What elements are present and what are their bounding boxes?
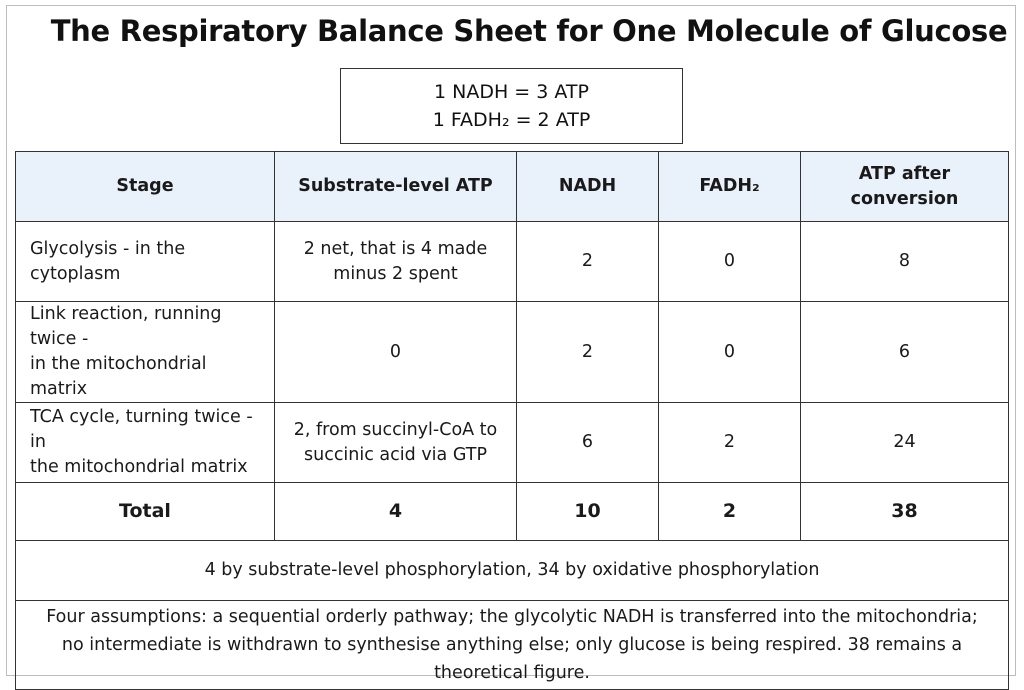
substrate-cell <box>275 302 517 403</box>
total-substrate: 4 <box>275 483 517 541</box>
assumptions-line: no intermediate is withdrawn to synthesise anything else; only glucose is being respired. 38 remains a theoretical figure. <box>61 635 963 683</box>
header-nadh: NADH <box>517 152 659 222</box>
stage-cell <box>16 302 275 403</box>
nadh-cell: 2 <box>517 222 659 302</box>
fadh2-cell: 0 <box>659 222 801 302</box>
stage-cell <box>16 403 275 483</box>
stage-line: the mitochondrial matrix <box>30 457 248 477</box>
stage-line: in the mitochondrial matrix <box>30 354 207 399</box>
total-nadh: 10 <box>517 483 659 541</box>
table-row-link-reaction <box>16 302 1009 403</box>
atp-cell: 8 <box>801 222 1009 302</box>
stage-cell <box>16 222 275 302</box>
substrate-cell <box>275 403 517 483</box>
fadh2-cell: 2 <box>659 403 801 483</box>
atp-cell: 24 <box>801 403 1009 483</box>
nadh-conversion: 1 NADH = 3 ATP <box>434 81 589 103</box>
nadh-cell: 2 <box>517 302 659 403</box>
stage-line: TCA cycle, turning twice - in <box>30 407 253 452</box>
total-fadh2: 2 <box>659 483 801 541</box>
header-fadh2: FADH₂ <box>659 152 801 222</box>
total-label: Total <box>16 483 275 541</box>
table-row-total <box>16 483 1009 541</box>
fadh2-conversion: 1 FADH₂ = 2 ATP <box>432 109 591 131</box>
substrate-line: 0 <box>389 341 402 362</box>
assumptions-row <box>16 601 1009 690</box>
fadh2-cell: 0 <box>659 302 801 403</box>
stage-line: Link reaction, running twice - <box>30 304 222 349</box>
balance-table <box>15 151 1009 690</box>
assumptions-note <box>16 601 1009 690</box>
substrate-line: 2 net, that is 4 made <box>303 238 488 259</box>
header-substrate-atp: Substrate-level ATP <box>275 152 517 222</box>
nadh-cell: 6 <box>517 403 659 483</box>
assumptions-line: Four assumptions: a sequential orderly pathway; the glycolytic NADH is transferred into the mitochondria; <box>46 607 978 627</box>
header-atp-after-conversion: ATP after conversion <box>801 152 1009 222</box>
atp-cell: 6 <box>801 302 1009 403</box>
header-stage: Stage <box>16 152 275 222</box>
conversion-box <box>340 68 683 144</box>
stage-line: Glycolysis - in the cytoplasm <box>30 238 186 284</box>
summary-text: 4 by substrate-level phosphorylation, 34 by oxidative phosphorylation <box>16 541 1009 601</box>
table-row-tca-cycle <box>16 403 1009 483</box>
total-atp: 38 <box>801 483 1009 541</box>
header-row <box>16 152 1009 222</box>
substrate-cell <box>275 222 517 302</box>
substrate-line: 2, from succinyl-CoA to <box>293 419 498 440</box>
substrate-line: minus 2 spent <box>333 263 458 284</box>
table-row-glycolysis <box>16 222 1009 302</box>
substrate-line: succinic acid via GTP <box>303 444 487 465</box>
summary-row <box>16 541 1009 601</box>
page-title: The Respiratory Balance Sheet for One Molecule of Glucose <box>50 14 1008 48</box>
